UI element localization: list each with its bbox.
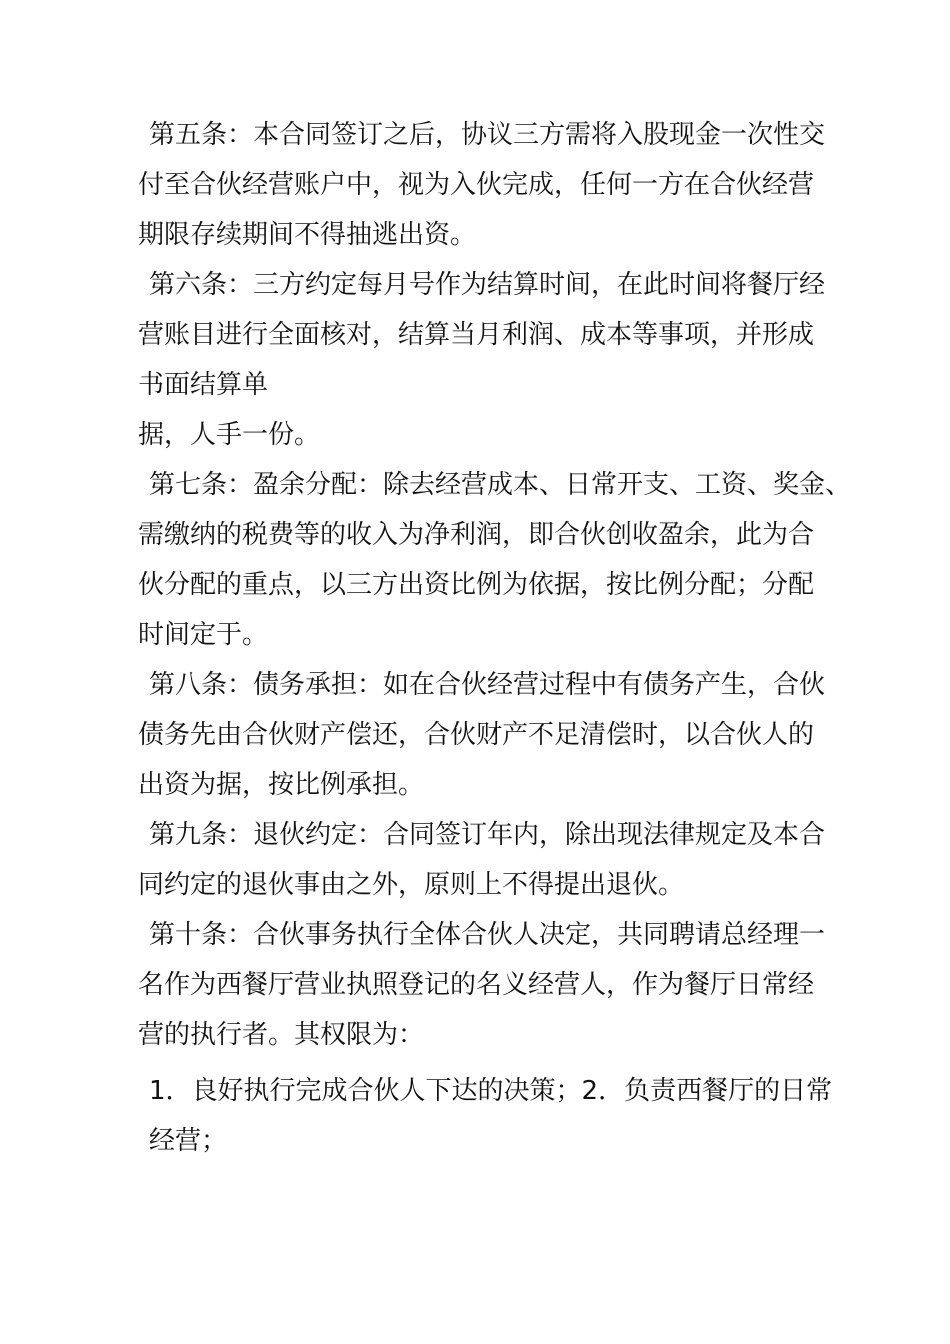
list-item-line-1: 1．良好执行完成合伙人下达的决策；2．负责西餐厅的日常 (149, 1076, 833, 1106)
article-6-line-3: 书面结算单 (138, 370, 269, 400)
article-8-line-1: 第八条：债务承担：如在合伙经营过程中有债务产生，合伙 (149, 670, 826, 700)
article-7-line-1: 第七条：盈余分配：除去经营成本、日常开支、工资、奖金、 (149, 470, 852, 500)
article-7-line-3: 伙分配的重点，以三方出资比例为依据，按比例分配；分配 (138, 570, 815, 600)
article-5-line-2: 付至合伙经营账户中，视为入伙完成，任何一方在合伙经营 (138, 170, 815, 200)
list-item-line-2: 经营； (149, 1126, 228, 1156)
article-5-line-3: 期限存续期间不得抽逃出资。 (138, 220, 477, 250)
article-6-line-1: 第六条：三方约定每月号作为结算时间，在此时间将餐厅经 (149, 270, 826, 300)
article-6-line-2: 营账目进行全面核对，结算当月利润、成本等事项，并形成 (138, 320, 815, 350)
article-7-line-4: 时间定于。 (138, 620, 269, 650)
article-10-line-3: 营的执行者。其权限为： (138, 1020, 425, 1050)
article-10-line-1: 第十条：合伙事务执行全体合伙人决定，共同聘请总经理一 (149, 920, 826, 950)
article-6-line-4: 据，人手一份。 (138, 420, 321, 450)
article-9-line-2: 同约定的退伙事由之外，原则上不得提出退伙。 (138, 870, 685, 900)
article-7-line-2: 需缴纳的税费等的收入为净利润，即合伙创收盈余，此为合 (138, 520, 815, 550)
article-8-line-3: 出资为据，按比例承担。 (138, 770, 425, 800)
article-10-line-2: 名作为西餐厅营业执照登记的名义经营人，作为餐厅日常经 (138, 970, 815, 1000)
article-5-line-1: 第五条：本合同签订之后，协议三方需将入股现金一次性交 (149, 120, 826, 150)
article-9-line-1: 第九条：退伙约定：合同签订年内，除出现法律规定及本合 (149, 820, 826, 850)
article-8-line-2: 债务先由合伙财产偿还，合伙财产不足清偿时，以合伙人的 (138, 720, 815, 750)
